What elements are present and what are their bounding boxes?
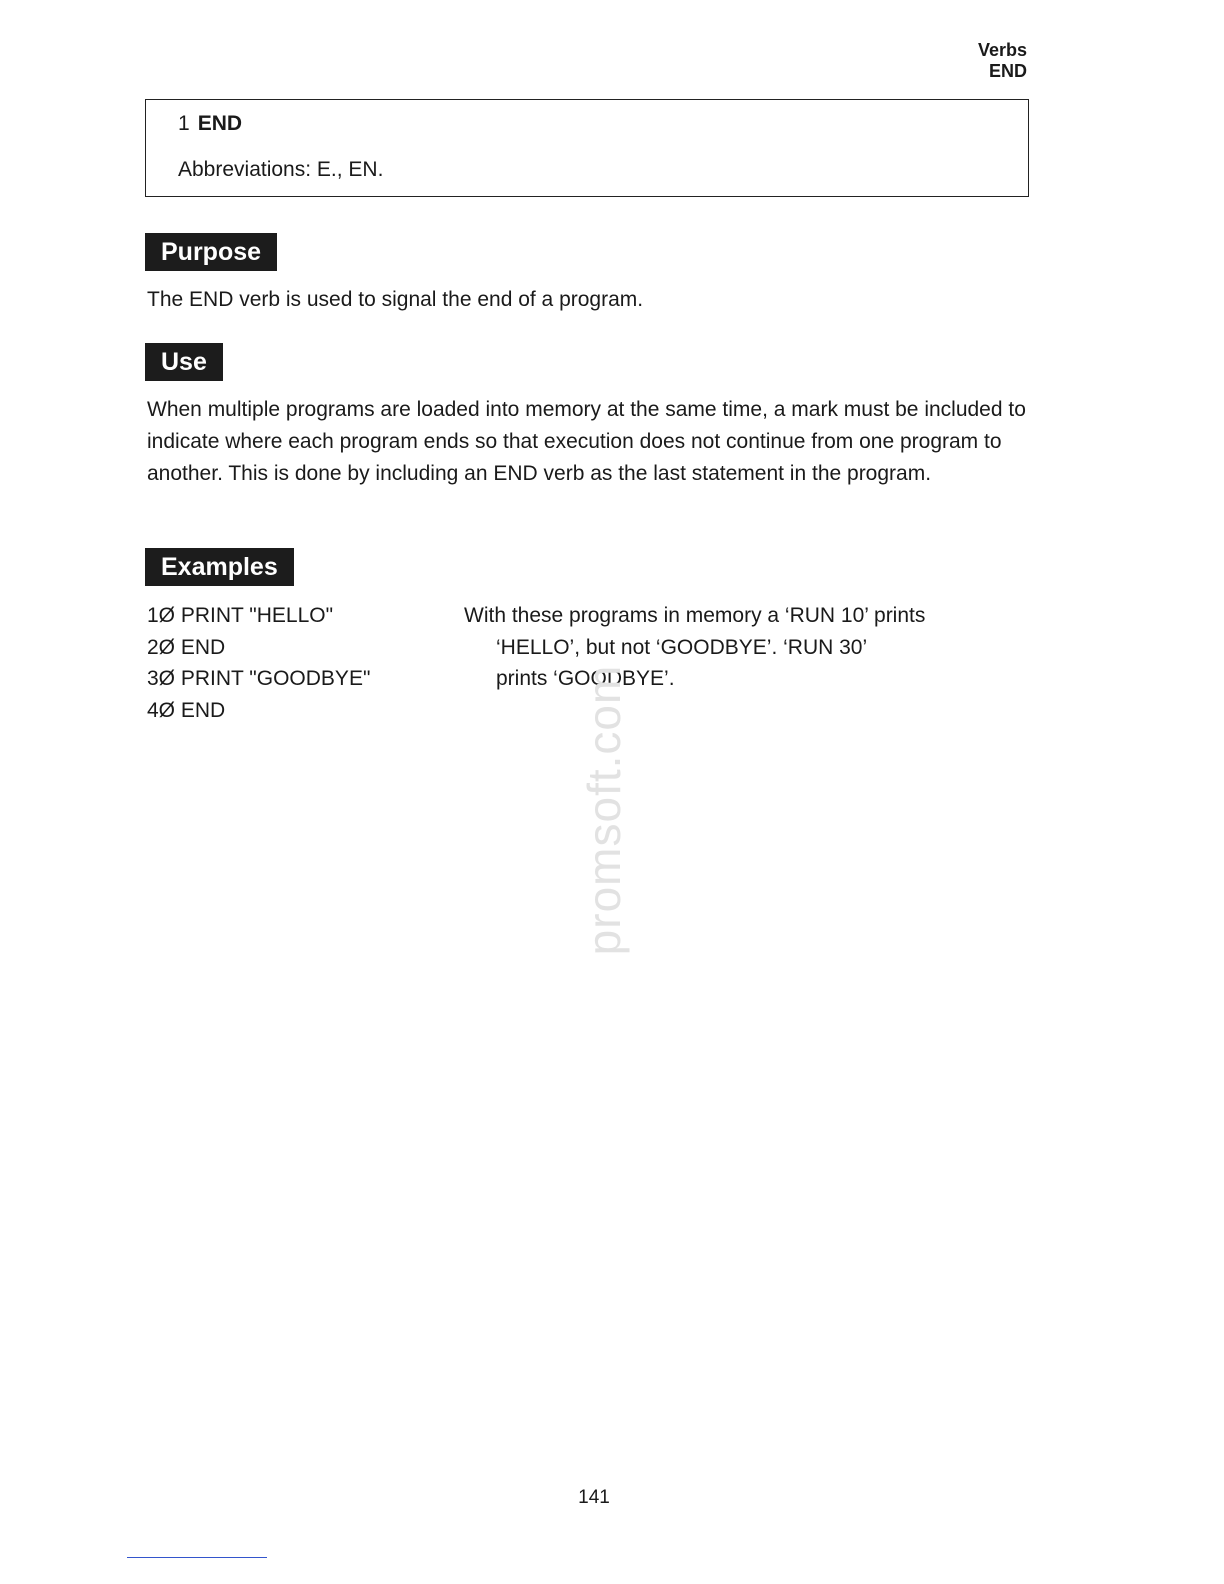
purpose-heading: Purpose — [145, 233, 277, 271]
example-explanation — [464, 600, 1004, 695]
running-header — [978, 40, 1027, 82]
footer-rule — [127, 1557, 267, 1558]
syntax-number: 1 — [178, 112, 190, 135]
header-topic: END — [988, 61, 1027, 81]
explanation-line: prints ‘GOODBYE’. — [496, 667, 675, 690]
code-line: 2Ø END — [147, 635, 226, 659]
examples-heading: Examples — [145, 548, 294, 586]
use-heading: Use — [145, 343, 223, 381]
header-section: Verbs — [977, 40, 1027, 60]
syntax-keyword: END — [197, 112, 243, 135]
syntax-line — [178, 112, 242, 136]
syntax-box — [145, 99, 1029, 197]
explanation-line: With these programs in memory a ‘RUN 10’ prints — [464, 604, 926, 627]
use-text: When multiple programs are loaded into memory at the same time, a mark must be included to indicate where each program ends so that execution does not continue from one program to another. This is done by including an END verb as the last statement in the program. — [147, 398, 1026, 485]
watermark: promsoft.com — [578, 664, 630, 956]
example-code — [147, 600, 370, 726]
code-line: 3Ø PRINT "GOODBYE" — [147, 667, 371, 690]
page-number: 141 — [578, 1487, 610, 1508]
code-line: 1Ø PRINT "HELLO" — [147, 604, 334, 627]
explanation-line: ‘HELLO’, but not ‘GOODBYE’. ‘RUN 30’ — [496, 635, 868, 659]
purpose-text: The END verb is used to signal the end of a program. — [147, 288, 644, 311]
abbreviations-text: Abbreviations: E., EN. — [178, 158, 384, 181]
code-line: 4Ø END — [147, 698, 226, 722]
